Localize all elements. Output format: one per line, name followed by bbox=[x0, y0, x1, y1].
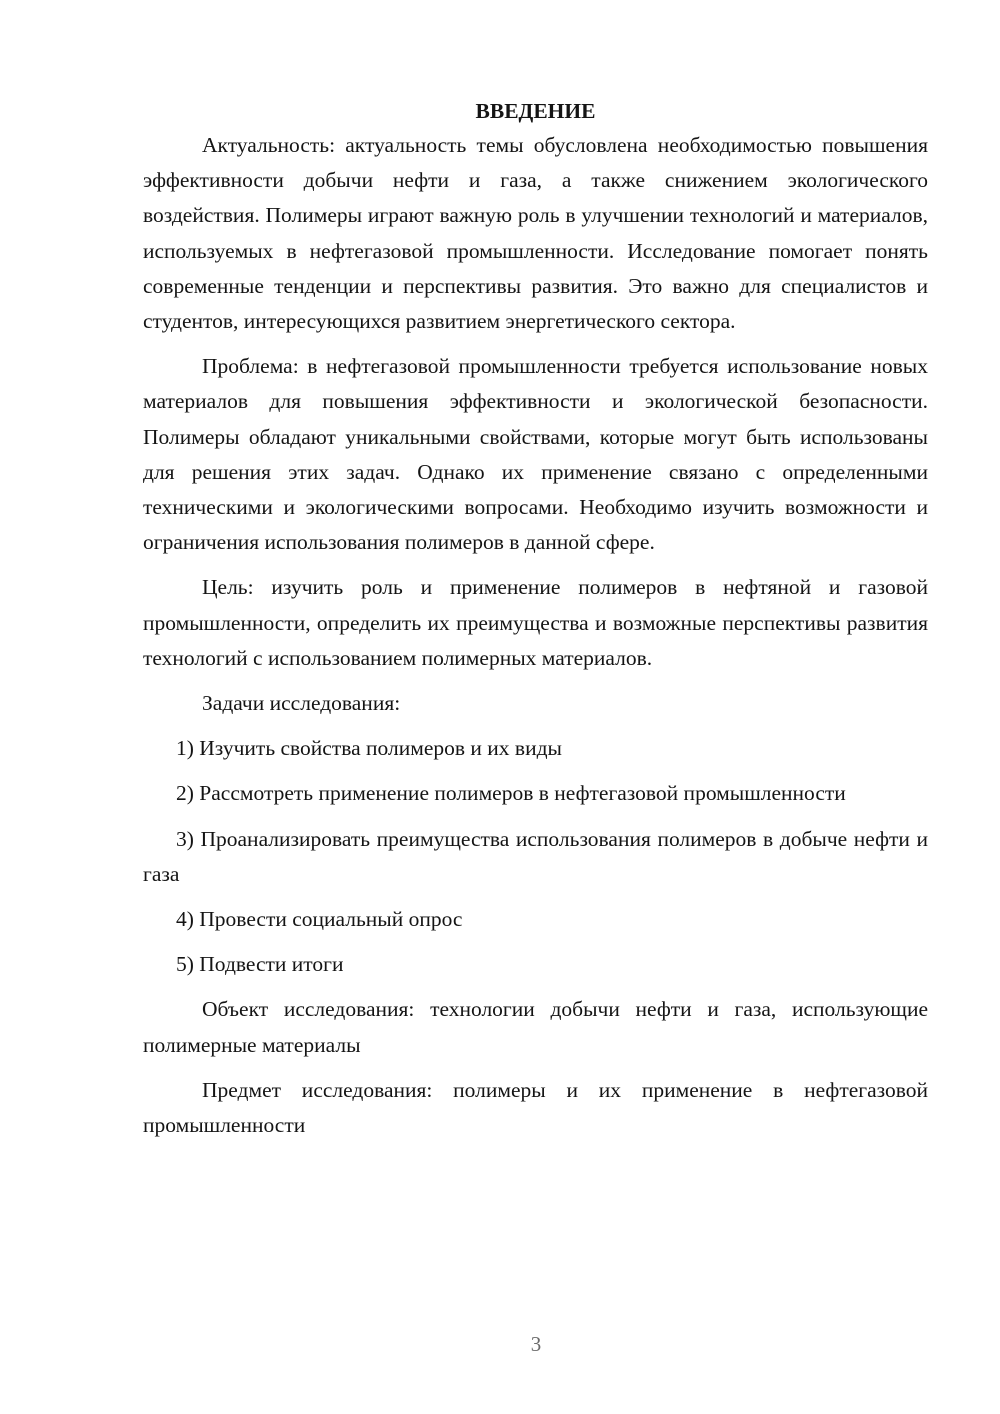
task-item-5: 5) Подвести итоги bbox=[176, 952, 344, 977]
subject-paragraph: Предмет исследования: полимеры и их применение в нефтегазовой промышленности bbox=[143, 1077, 928, 1138]
task-item-1: 1) Изучить свойства полимеров и их виды bbox=[176, 736, 562, 761]
section-title: ВВЕДЕНИЕ bbox=[475, 99, 596, 123]
document-page bbox=[143, 96, 928, 1153]
task-item-2: 2) Рассмотреть применение полимеров в нефтегазовой промышленности bbox=[176, 781, 846, 806]
object-paragraph: Объект исследования: технологии добычи нефти и газа, использующие полимерные материалы bbox=[143, 997, 928, 1057]
task-item-3: 3) Проанализировать преимущества использования полимеров в добыче нефти и газа bbox=[143, 826, 928, 886]
page-number: 3 bbox=[530, 1332, 542, 1356]
relevance-paragraph: Актуальность: актуальность темы обусловлена необходимостью повышения эффективности добычи нефти и газа, а также снижением экологического воздействия. Полимеры играют важную роль в улучшении технологий и материалов, используемых в нефтегазовой промышленности. Исследование помогает понять современные тенденции и перспективы развития. Это важно для специалистов и студентов, интересующихся развитием энергетического сектора. bbox=[143, 133, 928, 334]
goal-paragraph: Цель: изучить роль и применение полимеров в нефтяной и газовой промышленности, определить их преимущества и возможные перспективы развития технологий с использованием полимерных материалов. bbox=[143, 575, 928, 670]
problem-paragraph: Проблема: в нефтегазовой промышленности требуется использование новых материалов для повышения эффективности и экологической безопасности. Полимеры обладают уникальными свойствами, которые могут быть использованы для решения этих задач. Однако их применение связано с определенными техническими и экологическими вопросами. Необходимо изучить возможности и ограничения использования полимеров в данной сфере. bbox=[143, 354, 928, 555]
tasks-heading: Задачи исследования: bbox=[202, 691, 401, 716]
task-item-4: 4) Провести социальный опрос bbox=[176, 907, 463, 932]
